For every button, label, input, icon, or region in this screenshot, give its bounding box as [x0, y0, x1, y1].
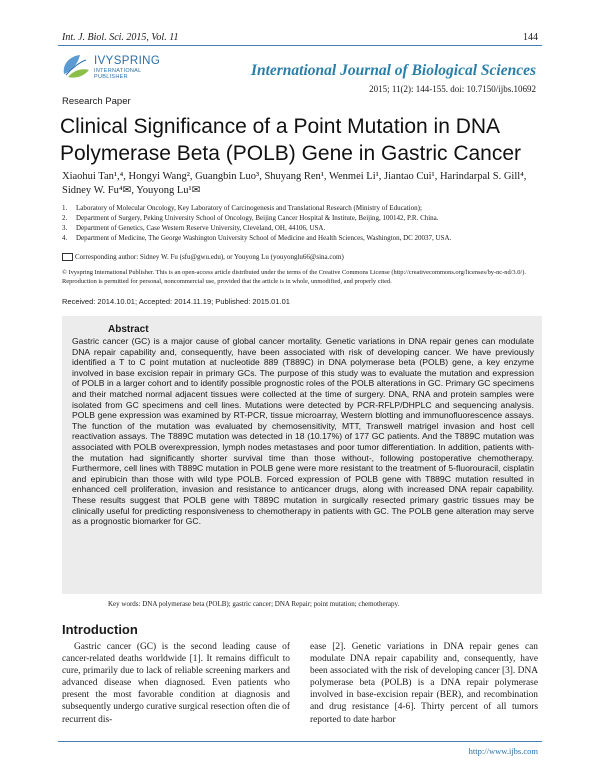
paper-title: Clinical Significance of a Point Mutation in DNA Polymerase Beta (POLB) Gene in Gastric Cancer: [60, 115, 522, 165]
footer-rule: [58, 741, 542, 742]
affiliations: [62, 203, 542, 243]
intro-paragraph: Gastric cancer (GC) is the second leading cause of cancer-related deaths worldwide [1]. It remains difficult to cure, primarily due to lack of reliable screening markers and advanced disease when diagnosed. Even patients who present the most favorable condition at diagnosis and subsequently undergo curative surgical resection often die of recurrent dis-: [62, 642, 290, 725]
publication-dates: Received: 2014.10.01; Accepted: 2014.11.19; Published: 2015.01.01: [62, 297, 290, 306]
header-rule: [58, 45, 542, 46]
footer-url[interactable]: http://www.ijbs.com: [468, 746, 538, 756]
keywords: Key words: DNA polymerase beta (POLB); gastric cancer; DNA Repair; point mutation; chemotherapy.: [108, 600, 400, 608]
publisher-name: IVYSPRING: [94, 55, 161, 67]
corresponding-author: Corresponding author: Sidney W. Fu (sfu@gwu.edu), or Youyong Lu (youyonglu66@sina.com): [62, 253, 542, 261]
page-number: 144: [523, 32, 538, 43]
license-notice: © Ivyspring International Publisher. This is an open-access article distributed under the terms of the Creative Commons License (http://creativecommons.org/licenses/by-nc-nd/3.0/). Reproduction is permitted for personal, noncommercial use, provided that the article is in whole, unmodified, and properly cited.: [62, 269, 526, 285]
envelope-icon: [62, 253, 73, 261]
journal-name: International Journal of Biological Sciences: [250, 62, 536, 79]
ivy-leaf-icon: [60, 52, 92, 80]
intro-column-right: [310, 641, 538, 726]
citation: 2015; 11(2): 144-155. doi: 10.7150/ijbs.10692: [369, 84, 536, 94]
affiliation-item: 3. Department of Genetics, Case Western Reserve University, Cleveland, OH, 44106, USA.: [62, 224, 326, 232]
intro-column-left: [62, 641, 290, 726]
intro-paragraph: ease [2]. Genetic variations in DNA repair genes can modulate DNA repair capability and, consequently, have been associated with the risk of developing cancer [3]. DNA polymerase beta (POLB) is a DNA repair polymerase involved in base-excision repair (BER), and recombination and drug resistance [4-6]. Thirty percent of all tumors reported to date harbor: [310, 642, 538, 725]
affiliation-item: 1. Laboratory of Molecular Oncology, Key Laboratory of Carcinogenesis and Translational Research (Ministry of Education);: [62, 204, 422, 212]
paper-type: Research Paper: [62, 96, 131, 107]
abstract-heading: Abstract: [108, 324, 149, 335]
abstract-body: Gastric cancer (GC) is a major cause of global cancer mortality. Genetic variations in DNA repair genes can modulate DNA repair capability and, consequently, have been associated with risk of developing cancer. We have previously identified a T to C point mutation at nucleotide 889 (T889C) in DNA polymerase beta (POLB) gene, a key enzyme involved in base excision repair in primary GCs. The purpose of this study was to evaluate the mutation and expression of POLB in a larger cohort and to identify possible prognostic roles of the POLB alterations in GC. Primary GC specimens and their matched normal adjacent tissues were collected at the time of surgery. DNA, RNA and protein samples were isolated from GC specimens and cell lines. Mutations were detected by PCR-RFLP/DHPLC and sequencing analysis. POLB gene expression was examined by RT-PCR, tissue microarray, Western blotting and immunofluorescence assays. The function of the mutation was evaluated by chemosensitivity, MTT, Transwell matrigel invasion and host cell reactivation assays. The T889C mutation was detected in 18 (10.17%) of 177 GC patients. And the T889C mutation was associated with POLB overexpression, lymph nodes metastases and poor tumor differentiation. In addition, patients with- the mutation had significantly shorter survival time than those without-, following postoperative chemotherapy. Furthermore, cell lines with T889C mutation in POLB gene were more resistant to the treatment of 5-fluorouracil, cisplatin and epirubicin than those with wild type POLB. Forced expression of POLB gene with T889C mutation resulted in enhanced cell proliferation, invasion and resistance to anticancer drugs, along with increased DNA repair capability. These results suggest that POLB gene with T889C mutation in surgically resected primary gastric tissues may be clinically useful for predicting responsiveness to chemotherapy in patients with GC. The POLB gene alteration may serve as a prognostic biomarker for GC.: [72, 336, 534, 527]
affiliation-item: 4. Department of Medicine, The George Washington University School of Medicine and Health Sciences, Washington, DC 20037, USA.: [62, 234, 452, 242]
running-header-left: Int. J. Biol. Sci. 2015, Vol. 11: [62, 32, 179, 43]
affiliation-item: 2. Department of Surgery, Peking University School of Oncology, Beijing Cancer Hospital & Institute, Beijing, 100142, P.R. China.: [62, 214, 439, 222]
publisher-subtitle: INTERNATIONAL PUBLISHER: [94, 68, 142, 80]
introduction-heading: Introduction: [62, 622, 138, 637]
publisher-logo: [60, 52, 172, 82]
author-list: Xiaohui Tan¹,⁴, Hongyi Wang², Guangbin Luo³, Shuyang Ren¹, Wenmei Li¹, Jiantao Cui¹, Harindarpal S. Gill⁴, Sidney W. Fu⁴✉, Youyong Lu¹✉: [62, 171, 527, 196]
